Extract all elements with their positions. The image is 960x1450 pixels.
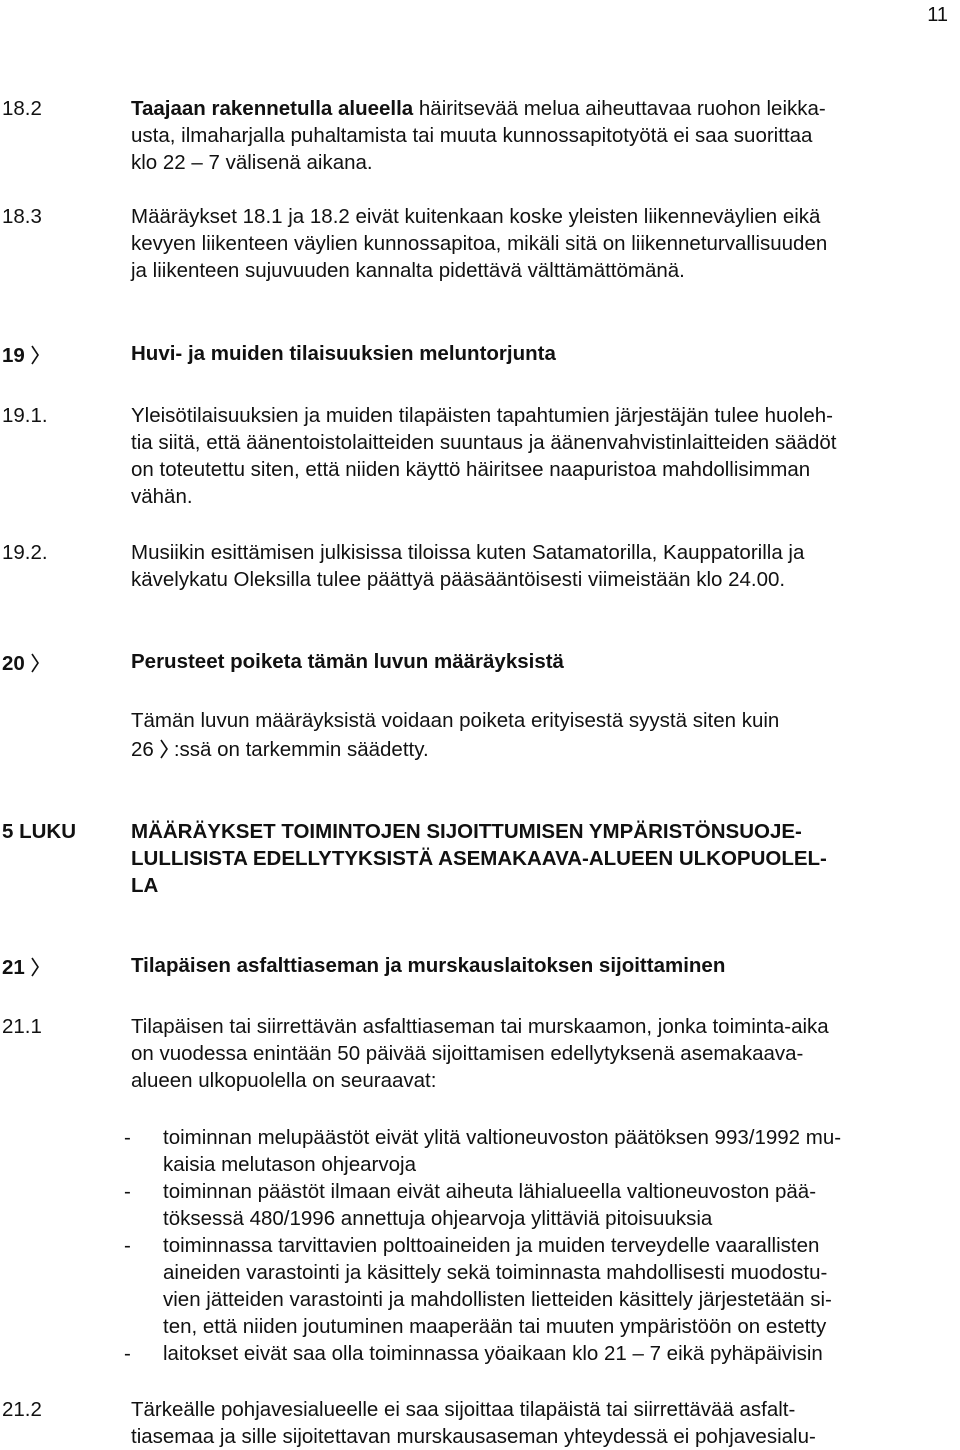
section-19-title: Huvi- ja muiden tilaisuuksien meluntorjunta (131, 342, 556, 365)
paragraph-number-18-2: 18.2 (2, 97, 42, 120)
bullet-3-line3: vien jätteiden varastointi ja mahdollisten lietteiden käsittely järjestetään si- (163, 1288, 832, 1311)
section-20-title: Perusteet poiketa tämän luvun määräyksistä (131, 650, 564, 673)
chapter-5-number: 5 LUKU (2, 820, 77, 843)
paragraph-18-3-line1: Määräykset 18.1 ja 18.2 eivät kuitenkaan koske yleisten liikenneväylien eikä (131, 205, 821, 228)
section-sign-icon (160, 738, 168, 760)
paragraph-number-21-2: 21.2 (2, 1398, 42, 1421)
paragraph-21-2-line1: Tärkeälle pohjavesialueelle ei saa sijoittaa tilapäistä tai siirrettävää asfalt- (131, 1398, 796, 1421)
page-number: 11 (927, 4, 948, 26)
paragraph-number-18-3: 18.3 (2, 205, 42, 228)
paragraph-18-2 (131, 95, 960, 122)
paragraph-18-3-line3: ja liikenteen sujuvuuden kannalta pidettävä välttämättömänä. (131, 259, 685, 282)
chapter-5-title-line1: MÄÄRÄYKSET TOIMINTOJEN SIJOITTUMISEN YMPÄRISTÖNSUOJE- (131, 820, 802, 843)
chapter-5-title-line3: LA (131, 874, 159, 897)
paragraph-number-19-2: 19.2. (2, 541, 48, 564)
section-20-ref-number: 26 (131, 738, 154, 761)
bullet-2-line2: töksessä 480/1996 annettuja ohjearvoja ylittäviä pitoisuuksia (163, 1207, 713, 1230)
section-19-number: 19 (2, 344, 25, 367)
paragraph-19-1-line2: tia siitä, että äänentoistolaitteiden suuntaus ja äänenvahvistinlaitteiden säädöt (131, 431, 837, 454)
section-19-heading-number (2, 340, 39, 369)
paragraph-19-1-line1: Yleisötilaisuuksien ja muiden tilapäisten tapahtumien järjestäjän tulee huoleh- (131, 404, 833, 427)
paragraph-19-1-line3: on toteutettu siten, että niiden käyttö häiritsee naapuristoa mahdollisimman (131, 458, 811, 481)
section-20-body-line2 (131, 734, 960, 763)
paragraph-21-1-line1: Tilapäisen tai siirrettävän asfalttiaseman tai murskaamon, jonka toiminta-aika (131, 1015, 829, 1038)
bullet-dash: - (124, 1180, 131, 1203)
paragraph-number-21-1: 21.1 (2, 1015, 42, 1038)
bullet-dash: - (124, 1126, 131, 1149)
section-21-heading-number (2, 952, 39, 981)
paragraph-19-2-line2: kävelykatu Oleksilla tulee päättyä pääsääntöisesti viimeistään klo 24.00. (131, 568, 786, 591)
paragraph-18-2-bold-lead: Taajaan rakennetulla alueella (131, 97, 414, 120)
paragraph-21-1-line3: alueen ulkopuolella on seuraavat: (131, 1069, 437, 1092)
section-20-heading-number (2, 648, 39, 677)
paragraph-18-2-line2: usta, ilmaharjalla puhaltamista tai muuta kunnossapitotyötä ei saa suorittaa (131, 124, 813, 147)
paragraph-19-1-line4: vähän. (131, 485, 193, 508)
bullet-2-line1: toiminnan päästöt ilmaan eivät aiheuta lähialueella valtioneuvoston pää- (163, 1180, 817, 1203)
section-20-ref-rest: :ssä on tarkemmin säädetty. (173, 738, 429, 761)
section-21-title: Tilapäisen asfalttiaseman ja murskauslaitoksen sijoittaminen (131, 954, 726, 977)
section-20-number: 20 (2, 652, 25, 675)
bullet-1-line1: toiminnan melupäästöt eivät ylitä valtioneuvoston päätöksen 993/1992 mu- (163, 1126, 842, 1149)
section-20-body-line1: Tämän luvun määräyksistä voidaan poiketa erityisestä syystä siten kuin (131, 709, 780, 732)
paragraph-21-2-line2: tiasemaa ja sille sijoitettavan murskausaseman yhteydessä ei pohjavesialu- (131, 1425, 816, 1448)
paragraph-19-2-line1: Musiikin esittämisen julkisissa tiloissa kuten Satamatorilla, Kauppatorilla ja (131, 541, 805, 564)
section-21-number: 21 (2, 956, 25, 979)
bullet-3-line1: toiminnassa tarvittavien polttoaineiden ja muiden terveydelle vaarallisten (163, 1234, 820, 1257)
bullet-dash: - (124, 1234, 131, 1257)
bullet-3-line4: ten, että niiden joutuminen maaperään tai muuten ympäristöön on estetty (163, 1315, 827, 1338)
paragraph-18-2-line1: häiritsevää melua aiheuttavaa ruohon leikka- (413, 97, 826, 120)
bullet-4-line1: laitokset eivät saa olla toiminnassa yöaikaan klo 21 – 7 eikä pyhäpäivisin (163, 1342, 823, 1365)
paragraph-18-2-line3: klo 22 – 7 välisenä aikana. (131, 151, 373, 174)
section-sign-icon (31, 956, 39, 978)
bullet-1-line2: kaisia melutason ohjearvoja (163, 1153, 416, 1176)
paragraph-18-3-line2: kevyen liikenteen väylien kunnossapitoa, mikäli sitä on liikenneturvallisuuden (131, 232, 828, 255)
section-sign-icon (31, 652, 39, 674)
paragraph-number-19-1: 19.1. (2, 404, 48, 427)
paragraph-21-1-line2: on vuodessa enintään 50 päivää sijoittamisen edellytyksenä asemakaava- (131, 1042, 804, 1065)
bullet-dash: - (124, 1342, 131, 1365)
bullet-3-line2: aineiden varastointi ja käsittely sekä toiminnasta mahdollisesti muodostu- (163, 1261, 828, 1284)
section-sign-icon (31, 344, 39, 366)
chapter-5-title-line2: LULLISISTA EDELLYTYKSISTÄ ASEMAKAAVA-ALUEEN ULKOPUOLEL- (131, 847, 827, 870)
